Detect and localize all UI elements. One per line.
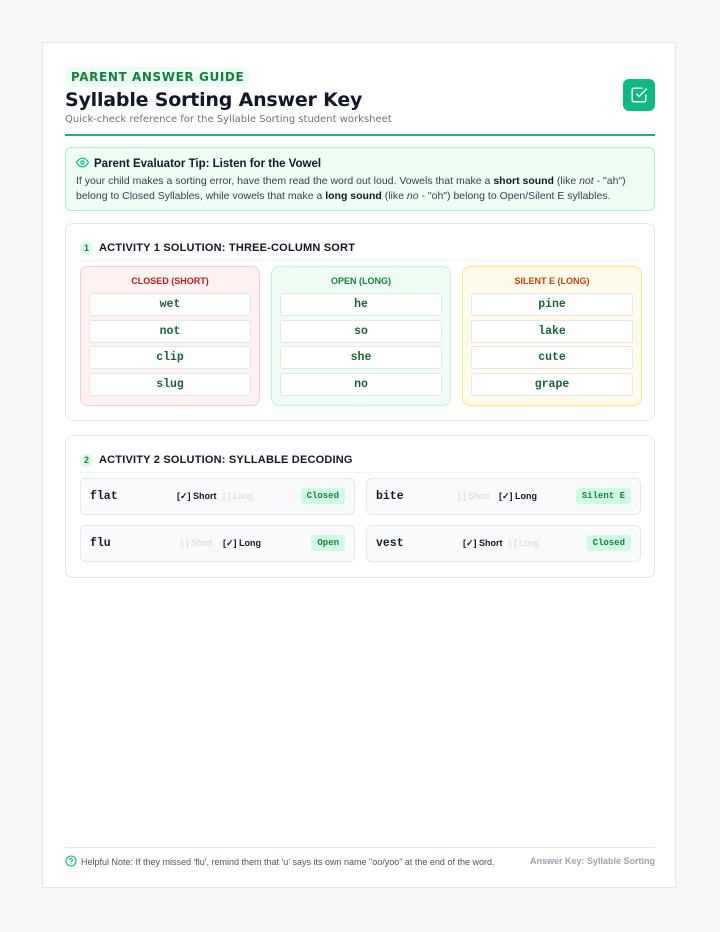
sorted-word: he xyxy=(280,293,442,316)
sort-column-title: SILENT E (LONG) xyxy=(514,276,590,286)
sort-column-2 xyxy=(271,266,451,406)
activity1-card xyxy=(65,223,655,421)
activity2-header xyxy=(80,448,640,473)
decode-item xyxy=(80,478,355,515)
decode-word: vest xyxy=(376,537,404,550)
decode-item xyxy=(366,525,641,562)
eye-icon xyxy=(76,156,89,172)
short-option: [ ] Short xyxy=(458,491,490,501)
long-option: [ ] Long xyxy=(509,538,540,548)
footer-note xyxy=(65,855,494,869)
short-option: [✓] Short xyxy=(463,538,503,548)
syllable-type-tag: Silent E xyxy=(576,488,631,504)
checkbox-icon xyxy=(623,79,655,111)
sorted-word: no xyxy=(280,373,442,396)
sorted-word: pine xyxy=(471,293,633,316)
activity2-number: 2 xyxy=(80,454,93,467)
decode-word: bite xyxy=(376,490,404,503)
footer-label: Answer Key: Syllable Sorting xyxy=(529,856,655,866)
footer-divider xyxy=(65,847,655,848)
activity1-title: ACTIVITY 1 SOLUTION: THREE-COLUMN SORT xyxy=(99,242,356,254)
syllable-type-tag: Open xyxy=(311,535,345,551)
parent-guide-badge: PARENT ANSWER GUIDE xyxy=(65,67,250,87)
syllable-type-tag: Closed xyxy=(301,488,345,504)
sorted-word: she xyxy=(280,346,442,369)
sorted-word: cute xyxy=(471,346,633,369)
activity1-header xyxy=(80,236,640,261)
long-option: [ ] Long xyxy=(223,491,254,501)
decode-word: flat xyxy=(90,490,118,503)
header-divider xyxy=(65,134,655,136)
sort-column-title: CLOSED (SHORT) xyxy=(131,276,209,286)
sort-column-title: OPEN (LONG) xyxy=(331,276,391,286)
tip-title: Parent Evaluator Tip: Listen for the Vowel xyxy=(94,158,322,170)
sorted-word: clip xyxy=(89,346,251,369)
decode-word: flu xyxy=(90,537,111,550)
short-option: [✓] Short xyxy=(177,491,217,501)
syllable-type-tag: Closed xyxy=(587,535,631,551)
sort-column-3 xyxy=(462,266,642,406)
page-subtitle: Quick-check reference for the Syllable Sorting student worksheet xyxy=(65,114,392,125)
sort-column-1 xyxy=(80,266,260,406)
tip-text: If your child makes a sorting error, have them read the word out loud. Vowels that make a short sound (like not - "ah") belong to Closed Syllables, while vowels that make a long sound (like no - "oh") belong to Open/Silent E syllables. xyxy=(76,175,626,202)
sorted-word: not xyxy=(89,320,251,343)
short-option: [ ] Short xyxy=(181,538,213,548)
footer-note-text: Helpful Note: If they missed 'flu', remind them that 'u' says its own name "oo/yoo" at the end of the word. xyxy=(81,857,495,867)
answer-key-sheet xyxy=(42,42,676,888)
sorted-word: lake xyxy=(471,320,633,343)
evaluator-tip-box xyxy=(65,147,655,211)
decode-item xyxy=(366,478,641,515)
sorted-word: wet xyxy=(89,293,251,316)
sorted-word: slug xyxy=(89,373,251,396)
sorted-word: grape xyxy=(471,373,633,396)
decode-item xyxy=(80,525,355,562)
long-option: [✓] Long xyxy=(499,491,538,501)
long-option: [✓] Long xyxy=(223,538,262,548)
activity1-number: 1 xyxy=(80,242,93,255)
activity2-card xyxy=(65,435,655,578)
page-title: Syllable Sorting Answer Key xyxy=(65,89,363,111)
help-circle-icon xyxy=(65,855,77,869)
activity2-title: ACTIVITY 2 SOLUTION: SYLLABLE DECODING xyxy=(99,454,353,466)
sorted-word: so xyxy=(280,320,442,343)
